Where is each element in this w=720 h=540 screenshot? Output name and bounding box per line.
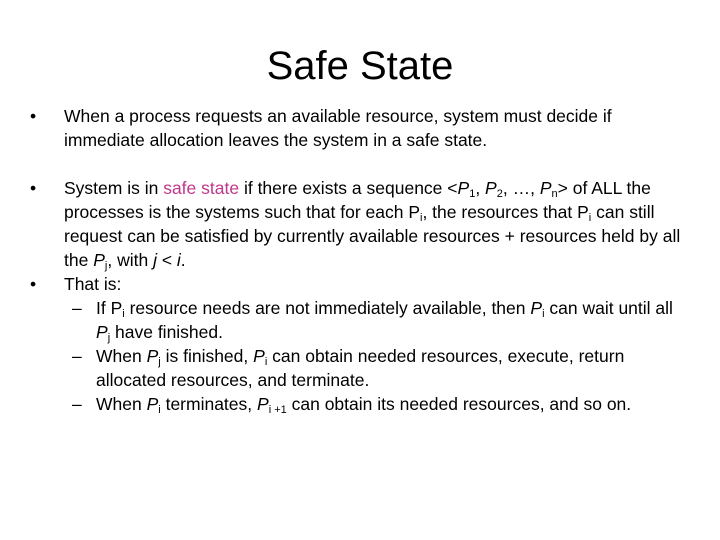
var-p: P	[485, 178, 497, 198]
var-p: P	[93, 250, 105, 270]
var-i: i	[176, 250, 181, 270]
sub-bullet-2	[28, 344, 688, 392]
subscript: i	[420, 212, 423, 224]
subscript: i	[158, 404, 161, 416]
dash-mark: –	[72, 346, 82, 366]
var-p: P	[457, 178, 470, 198]
dash-mark: –	[72, 298, 82, 318]
text: have finished.	[110, 322, 223, 342]
subscript: i +1	[268, 404, 287, 416]
var-p: P	[96, 322, 108, 342]
var-p: P	[530, 298, 543, 318]
text: , the resources that P	[422, 202, 589, 222]
subscript: j	[158, 356, 161, 368]
bullet-2	[28, 176, 688, 272]
var-p: P	[146, 346, 159, 366]
bullet-3-text: That is:	[64, 274, 122, 294]
sub-bullet-1	[28, 296, 688, 344]
slide-title: Safe State	[266, 44, 454, 88]
var-p: P	[253, 346, 265, 366]
text: is finished,	[160, 346, 254, 366]
text: <	[156, 250, 177, 270]
text: ,	[475, 178, 486, 198]
subscript: 2	[496, 188, 503, 200]
text: > of ALL the processes is the systems such that for each P	[64, 178, 651, 222]
text: .	[180, 250, 186, 270]
bullet-mark: •	[30, 274, 37, 294]
subscript: i	[264, 356, 268, 368]
text: resource needs are not immediately available, then	[124, 298, 531, 318]
text: if there exists a sequence <	[239, 178, 458, 198]
text: , with	[107, 250, 154, 270]
text: can wait until all	[544, 298, 673, 318]
text: can obtain its needed resources, and so on.	[286, 394, 632, 414]
text: , …,	[502, 178, 540, 198]
subscript: n	[551, 188, 558, 200]
subscript: i	[122, 308, 125, 320]
text: System is in	[64, 178, 164, 198]
bullet-1	[28, 104, 688, 152]
var-p: P	[146, 394, 159, 414]
subscript: 1	[469, 188, 476, 200]
subscript: i	[542, 308, 545, 320]
bullet-3	[28, 272, 688, 296]
var-p: P	[539, 178, 552, 198]
spacer	[28, 152, 688, 176]
safe-state-term: safe state	[163, 178, 240, 198]
var-p: P	[257, 394, 269, 414]
text: When	[96, 346, 147, 366]
sub-bullet-3	[28, 392, 688, 416]
text: can obtain needed resources, execute, return allocated resources, and terminate.	[96, 346, 625, 390]
var-j: j	[153, 250, 157, 270]
slide-content	[28, 104, 688, 416]
text: When	[96, 394, 147, 414]
subscript: j	[104, 260, 108, 272]
bullet-1-text: When a process requests an available resource, system must decide if immediate allocation leaves the system in a safe state.	[64, 106, 612, 150]
bullet-mark: •	[30, 178, 37, 198]
bullet-mark: •	[30, 106, 37, 126]
dash-mark: –	[72, 394, 82, 414]
subscript: i	[588, 212, 592, 224]
subscript: j	[107, 332, 111, 344]
text: terminates,	[160, 394, 258, 414]
text: If P	[96, 298, 123, 318]
text: can still request can be satisfied by currently available resources + resources held by all the	[64, 202, 681, 270]
